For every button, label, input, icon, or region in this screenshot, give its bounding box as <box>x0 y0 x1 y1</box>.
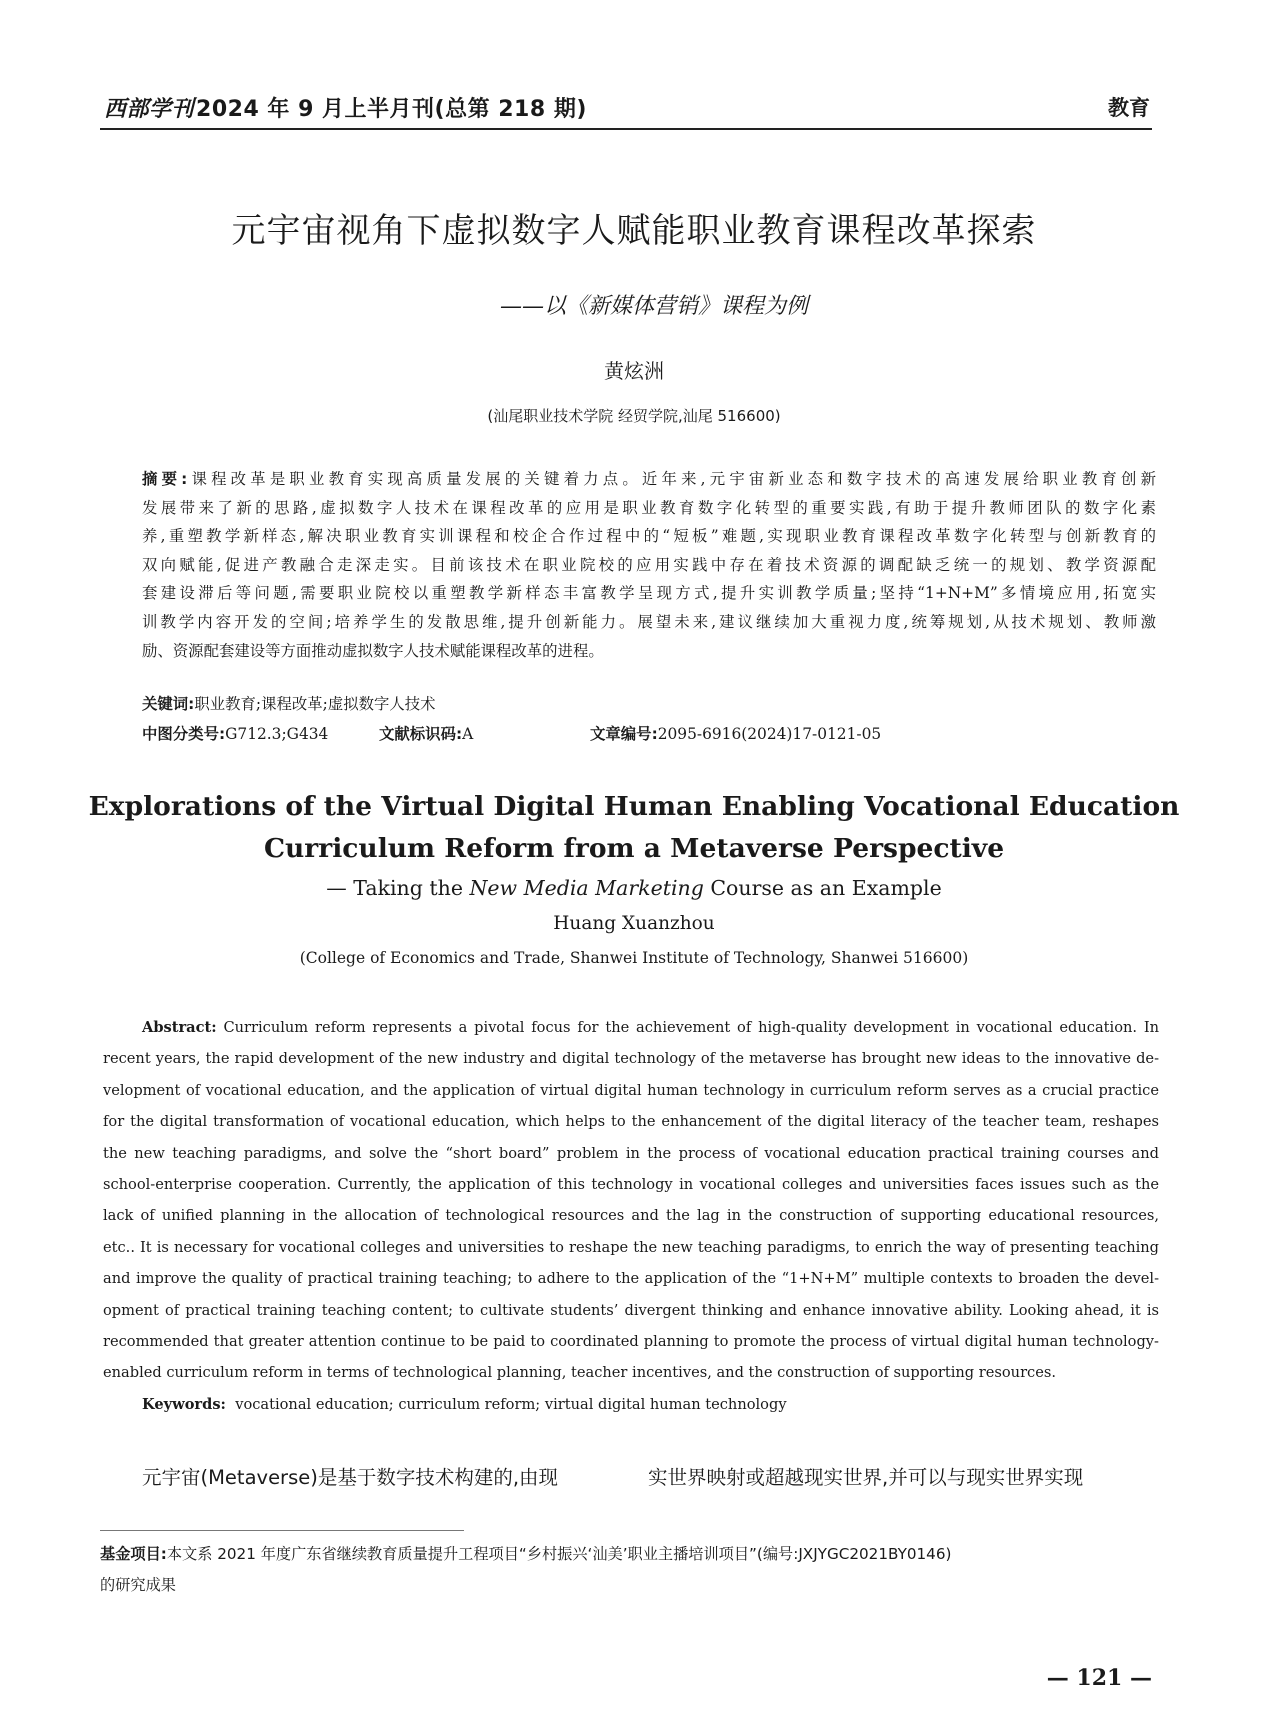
abstract-line: recommended that greater attention continue to be paid to coordinated planning to promote the process of virtual digital human technology- <box>103 1332 1159 1350</box>
clc-number: 中图分类号:G712.3;G434 <box>142 725 329 743</box>
page-number: — 121 — <box>1046 1665 1152 1691</box>
chinese-abstract <box>142 465 1156 665</box>
abstract-line: 养,重塑教学新样态,解决职业教育实训课程和校企合作过程中的“短板”难题,实现职业教育课程改革数字化转型与创新教育的 <box>142 527 1156 546</box>
funding-label: 基金项目: <box>100 1545 167 1563</box>
issue-info: 2024 年 9 月上半月刊(总第 218 期) <box>196 97 587 122</box>
header-rule <box>100 128 1152 130</box>
journal-logo: 西部学刊 <box>104 96 195 122</box>
body-paragraph-start <box>142 1462 1158 1490</box>
abstract-line: and improve the quality of practical training teaching; to adhere to the application of the “1+N+M” multiple contexts to broaden the devel- <box>103 1270 1159 1288</box>
chinese-author: 黄炫洲 <box>604 359 664 383</box>
abstract-line: 训教学内容开发的空间;培养学生的发散思维,提升创新能力。展望未来,建议继续加大重视力度,统筹规划,从技术规划、教师激 <box>142 612 1156 631</box>
document-code: 文献标识码:A <box>379 725 474 743</box>
abstract-line: enabled curriculum reform in terms of technological planning, teacher incentives, and the construction of supporting resources. <box>103 1364 1056 1382</box>
keywords-text: vocational education; curriculum reform; virtual digital human technology <box>235 1396 787 1413</box>
abstract-line: 摘要:课程改革是职业教育实现高质量发展的关键着力点。近年来,元宇宙新业态和数字技术的高速发展给职业教育创新 <box>142 470 1156 488</box>
english-title-line: Explorations of the Virtual Digital Human Enabling Vocational Education <box>88 791 1180 822</box>
footnote-rule <box>100 1530 464 1531</box>
keywords-label: Keywords: <box>142 1396 226 1413</box>
abstract-line: recent years, the rapid development of the new industry and digital technology of the metaverse has brought new ideas to the innovative de- <box>103 1050 1159 1068</box>
abstract-line: 发展带来了新的思路,虚拟数字人技术在课程改革的应用是职业教育数字化转型的重要实践,有助于提升教师团队的数字化素 <box>142 498 1156 517</box>
abstract-line: 套建设滞后等问题,需要职业院校以重塑教学新样态丰富教学呈现方式,提升实训教学质量;坚持“1+N+M”多情境应用,拓宽实 <box>142 584 1156 603</box>
abstract-line: velopment of vocational education, and the application of virtual digital human technology in curriculum reform serves as a crucial practice <box>103 1081 1159 1099</box>
english-keywords <box>142 1396 787 1413</box>
english-title <box>0 786 1268 870</box>
abstract-line: the new teaching paradigms, and solve the “short board” problem in the process of vocational education practical training courses and <box>103 1144 1159 1162</box>
abstract-label: Abstract: <box>142 1019 217 1036</box>
abstract-line: opment of practical training teaching content; to cultivate students’ divergent thinking and enhance innovative ability. Looking ahead, it is <box>103 1301 1159 1319</box>
body-right-column: 实世界映射或超越现实世界,并可以与现实世界实现 <box>648 1466 1084 1489</box>
keywords-label: 关键词: <box>142 695 195 713</box>
english-affiliation: (College of Economics and Trade, Shanwei Institute of Technology, Shanwei 516600) <box>299 949 969 967</box>
chinese-keywords <box>142 692 436 714</box>
english-subtitle: — Taking the New Media Marketing Course as an Example <box>326 876 942 900</box>
article-number: 文章编号:2095-6916(2024)17-0121-05 <box>590 725 882 743</box>
english-title-line: Curriculum Reform from a Metaverse Perspective <box>263 833 1005 864</box>
english-author: Huang Xuanzhou <box>553 913 715 934</box>
english-abstract <box>103 1012 1159 1389</box>
funding-footnote: 基金项目:本文系 2021 年度广东省继续教育质量提升工程项目“乡村振兴‘汕美’职业主播培训项目”(编号:JXJYGC2021BY0146) 的研究成果 <box>100 1545 952 1594</box>
section-label: 教育 <box>1108 96 1150 120</box>
abstract-line: school-enterprise cooperation. Currently, the application of this technology in vocational colleges and universities faces issues such as the <box>103 1175 1159 1193</box>
abstract-line: lack of unified planning in the allocation of technological resources and the lag in the construction of supporting educational resources, <box>103 1207 1159 1225</box>
abstract-label: 摘要: <box>142 470 188 488</box>
chinese-subtitle: ——以《新媒体营销》课程为例 <box>499 294 808 319</box>
chinese-title: 元宇宙视角下虚拟数字人赋能职业教育课程改革探索 <box>231 211 1037 251</box>
running-header <box>104 92 587 123</box>
abstract-line: for the digital transformation of vocational education, which helps to the enhancement of the digital literacy of the teacher team, reshapes <box>103 1113 1159 1131</box>
keywords-text: 职业教育;课程改革;虚拟数字人技术 <box>194 695 436 713</box>
chinese-affiliation: (汕尾职业技术学院 经贸学院,汕尾 516600) <box>487 407 781 425</box>
abstract-line: Abstract: Curriculum reform represents a pivotal focus for the achievement of high-quality development in vocational education. In <box>142 1019 1159 1036</box>
abstract-line: etc.. It is necessary for vocational colleges and universities to reshape the new teaching paradigms, to enrich the way of presenting teaching <box>103 1238 1159 1256</box>
abstract-line: 励、资源配套建设等方面推动虚拟数字人技术赋能课程改革的进程。 <box>142 641 604 660</box>
body-left-column: 元宇宙(Metaverse)是基于数字技术构建的,由现 <box>142 1466 559 1489</box>
course-name: New Media Marketing <box>469 876 704 900</box>
abstract-line: 双向赋能,促进产教融合走深走实。目前该技术在职业院校的应用实践中存在着技术资源的调配缺乏统一的规划、教学资源配 <box>142 555 1156 574</box>
